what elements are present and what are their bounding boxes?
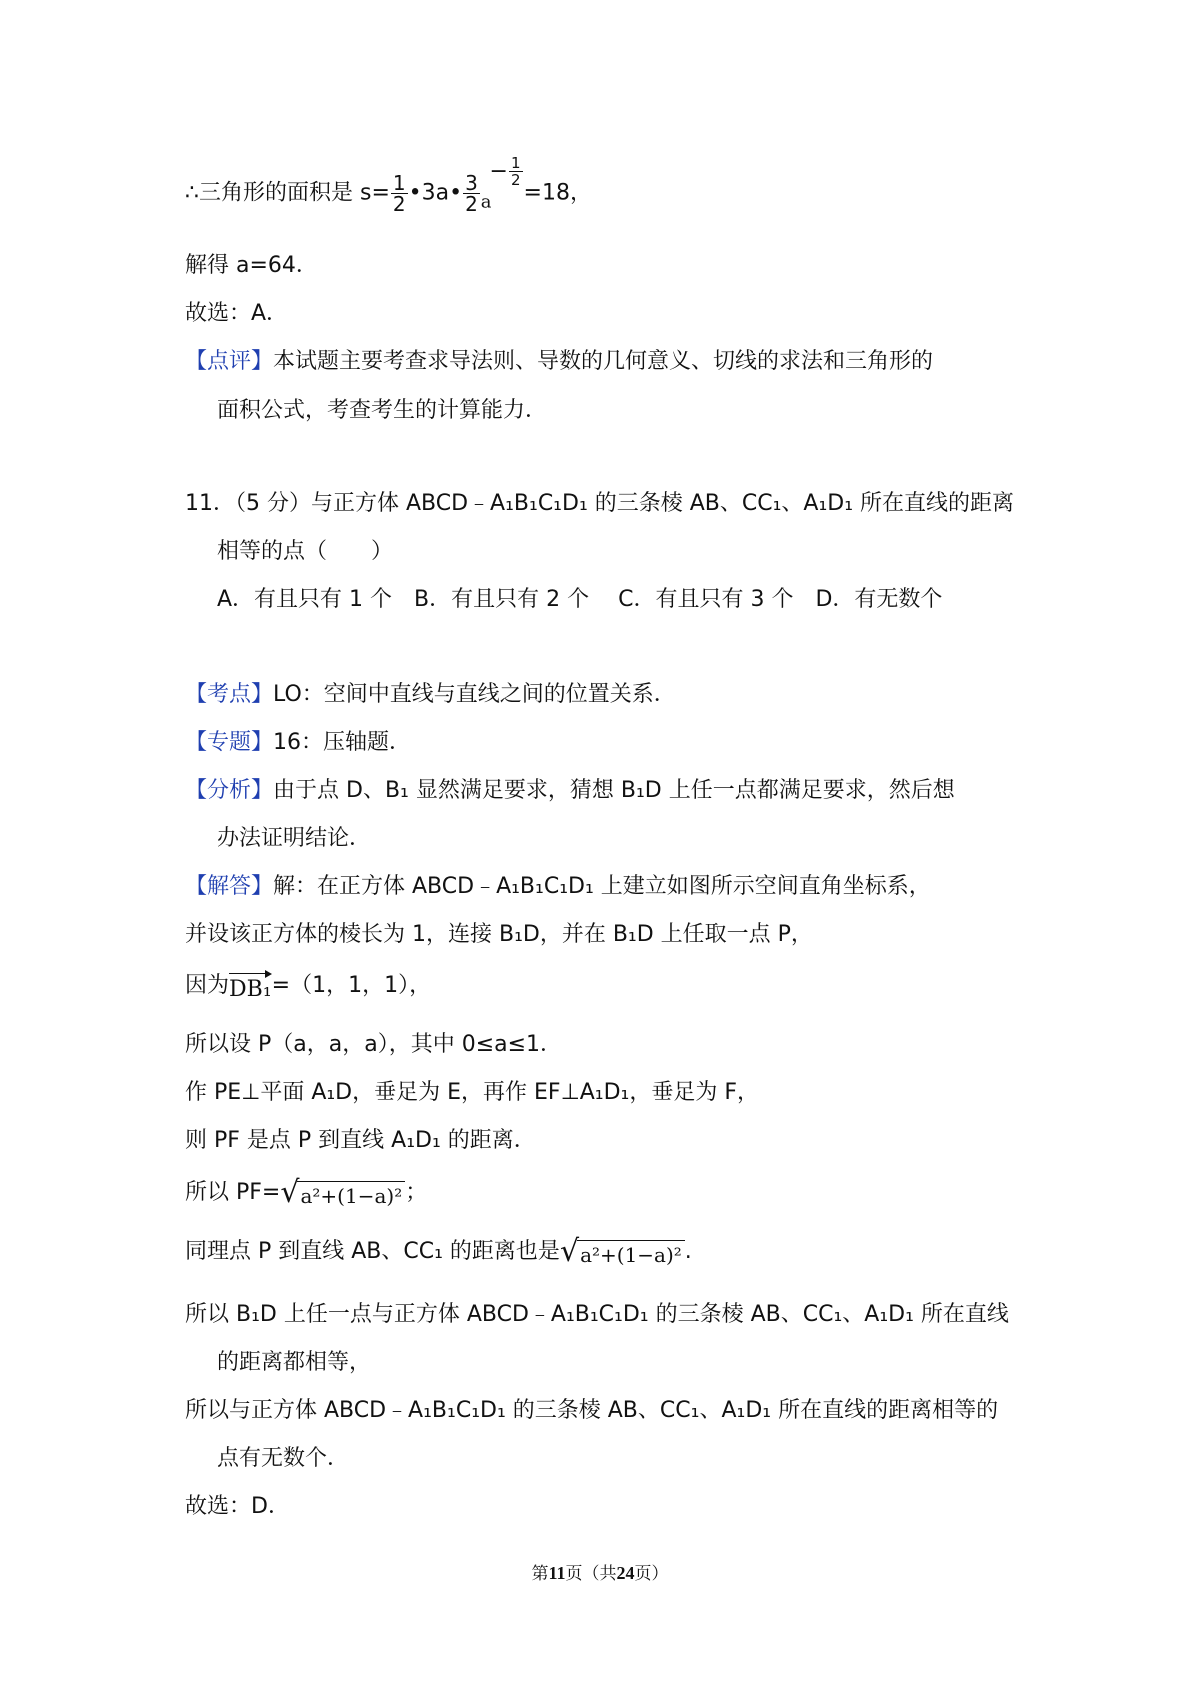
solution-line-10: 所以与正方体 ABCD﹣A₁B₁C₁D₁ 的三条棱 AB、CC₁、A₁D₁ 所在直线的距离相等的: [185, 1398, 999, 1423]
question-stem-line-1: 11．（5 分）与正方体 ABCD﹣A₁B₁C₁D₁ 的三条棱 AB、CC₁、A₁D₁ 所在直线的距离: [185, 491, 1015, 516]
fenxi-text: 由于点 D、B₁ 显然满足要求，猜想 B₁D 上任一点都满足要求，然后想: [273, 778, 955, 803]
area-mid: •3a•: [408, 180, 463, 206]
page-footer: [0, 1561, 1200, 1586]
fraction-denominator: 2: [510, 171, 521, 189]
exponent-fraction: [509, 155, 523, 188]
solution-line-1: 并设该正方体的棱长为 1，连接 B₁D，并在 B₁D 上任取一点 P，: [185, 922, 813, 947]
fraction-numerator: 1: [392, 171, 406, 195]
page-total: 24: [616, 1563, 635, 1583]
fraction-half: [391, 173, 408, 214]
zhuanti-tag: 【专题】: [185, 730, 274, 755]
footer-post: 页）: [634, 1564, 669, 1584]
sqrt-expression: [559, 1234, 685, 1269]
same-distance-prefix: 同理点 P 到直线 AB、CC₁ 的距离也是: [185, 1239, 560, 1264]
vector-arrow-icon: [229, 970, 272, 978]
page-number: 11: [548, 1563, 566, 1583]
zhuanti-line: [185, 728, 411, 758]
vector-db1: [229, 970, 272, 1002]
footer-mid: 页（共: [565, 1564, 617, 1584]
fraction-denominator: 2: [392, 192, 406, 216]
jieda-tag: 【解答】: [185, 874, 274, 899]
radicand: a²+(1−a)²: [297, 1181, 405, 1208]
fenxi-line-2: 办法证明结论．: [217, 826, 372, 851]
choose-a-line: 故选：A．: [185, 301, 289, 326]
zhuanti-text: 16：压轴题．: [273, 730, 412, 755]
sqrt-expression: [280, 1175, 405, 1210]
area-suffix: =18，: [523, 180, 592, 206]
fraction-numerator: 1: [510, 154, 521, 172]
sqrt-sign-icon: √: [559, 1234, 580, 1269]
kaodian-line: [185, 680, 676, 710]
question-options: A．有且只有 1 个 B．有且只有 2 个 C．有且只有 3 个 D．有无数个: [217, 587, 943, 612]
solution-line-5: 则 PF 是点 P 到直线 A₁D₁ 的距离．: [185, 1128, 536, 1153]
power-base: a: [480, 191, 492, 213]
comment-tag: 【点评】: [185, 349, 274, 374]
vector-value: =（1，1，1），: [271, 973, 432, 998]
vector-label: DB₁: [229, 977, 272, 1002]
area-prefix: ∴三角形的面积是 s=: [185, 180, 390, 206]
same-distance-suffix: .: [684, 1239, 692, 1264]
solution-line-2: [185, 970, 431, 1002]
fenxi-tag: 【分析】: [185, 778, 274, 803]
footer-pre: 第: [531, 1564, 549, 1584]
fraction-three-halves: [463, 173, 480, 214]
comment-text: 本试题主要考查求导法则、导数的几何意义、切线的求法和三角形的: [273, 349, 934, 374]
sqrt-sign-icon: √: [280, 1175, 300, 1210]
jieda-line: [185, 872, 931, 902]
comment-line-1: [185, 347, 933, 377]
vector-prefix: 因为: [185, 973, 230, 998]
comment-line-2: 面积公式，考查考生的计算能力．: [217, 398, 548, 423]
negative-half-exponent: [489, 154, 524, 189]
kaodian-tag: 【考点】: [185, 682, 274, 707]
fraction-denominator: 2: [465, 192, 478, 216]
solution-line-3: 所以设 P（a，a，a），其中 0≤a≤1．: [185, 1032, 563, 1057]
jieda-text: 解：在正方体 ABCD﹣A₁B₁C₁D₁ 上建立如图所示空间直角坐标系，: [273, 874, 931, 899]
solution-line-11: 点有无数个．: [217, 1446, 350, 1471]
fenxi-line-1: [185, 776, 955, 806]
solve-line: 解得 a=64．: [185, 253, 318, 278]
pf-suffix: ；: [405, 1180, 428, 1205]
solution-line-9: 的距离都相等，: [217, 1350, 372, 1375]
solution-line-8: 所以 B₁D 上任一点与正方体 ABCD﹣A₁B₁C₁D₁ 的三条棱 AB、CC₁、A₁D₁ 所在直线: [185, 1302, 1009, 1327]
solution-line-7: [185, 1234, 692, 1269]
question-stem-line-2: 相等的点（ ）: [217, 539, 394, 564]
radicand: a²+(1−a)²: [577, 1240, 685, 1267]
solution-line-6: [185, 1175, 428, 1210]
exponent-sign: −: [489, 158, 508, 184]
pf-prefix: 所以 PF=: [185, 1180, 281, 1205]
area-formula-line: [185, 154, 592, 218]
solution-line-4: 作 PE⊥平面 A₁D，垂足为 E，再作 EF⊥A₁D₁，垂足为 F，: [185, 1080, 760, 1105]
choose-d-line: 故选：D．: [185, 1494, 290, 1519]
kaodian-text: LO：空间中直线与直线之间的位置关系．: [273, 682, 676, 707]
fraction-numerator: 3: [465, 171, 478, 195]
